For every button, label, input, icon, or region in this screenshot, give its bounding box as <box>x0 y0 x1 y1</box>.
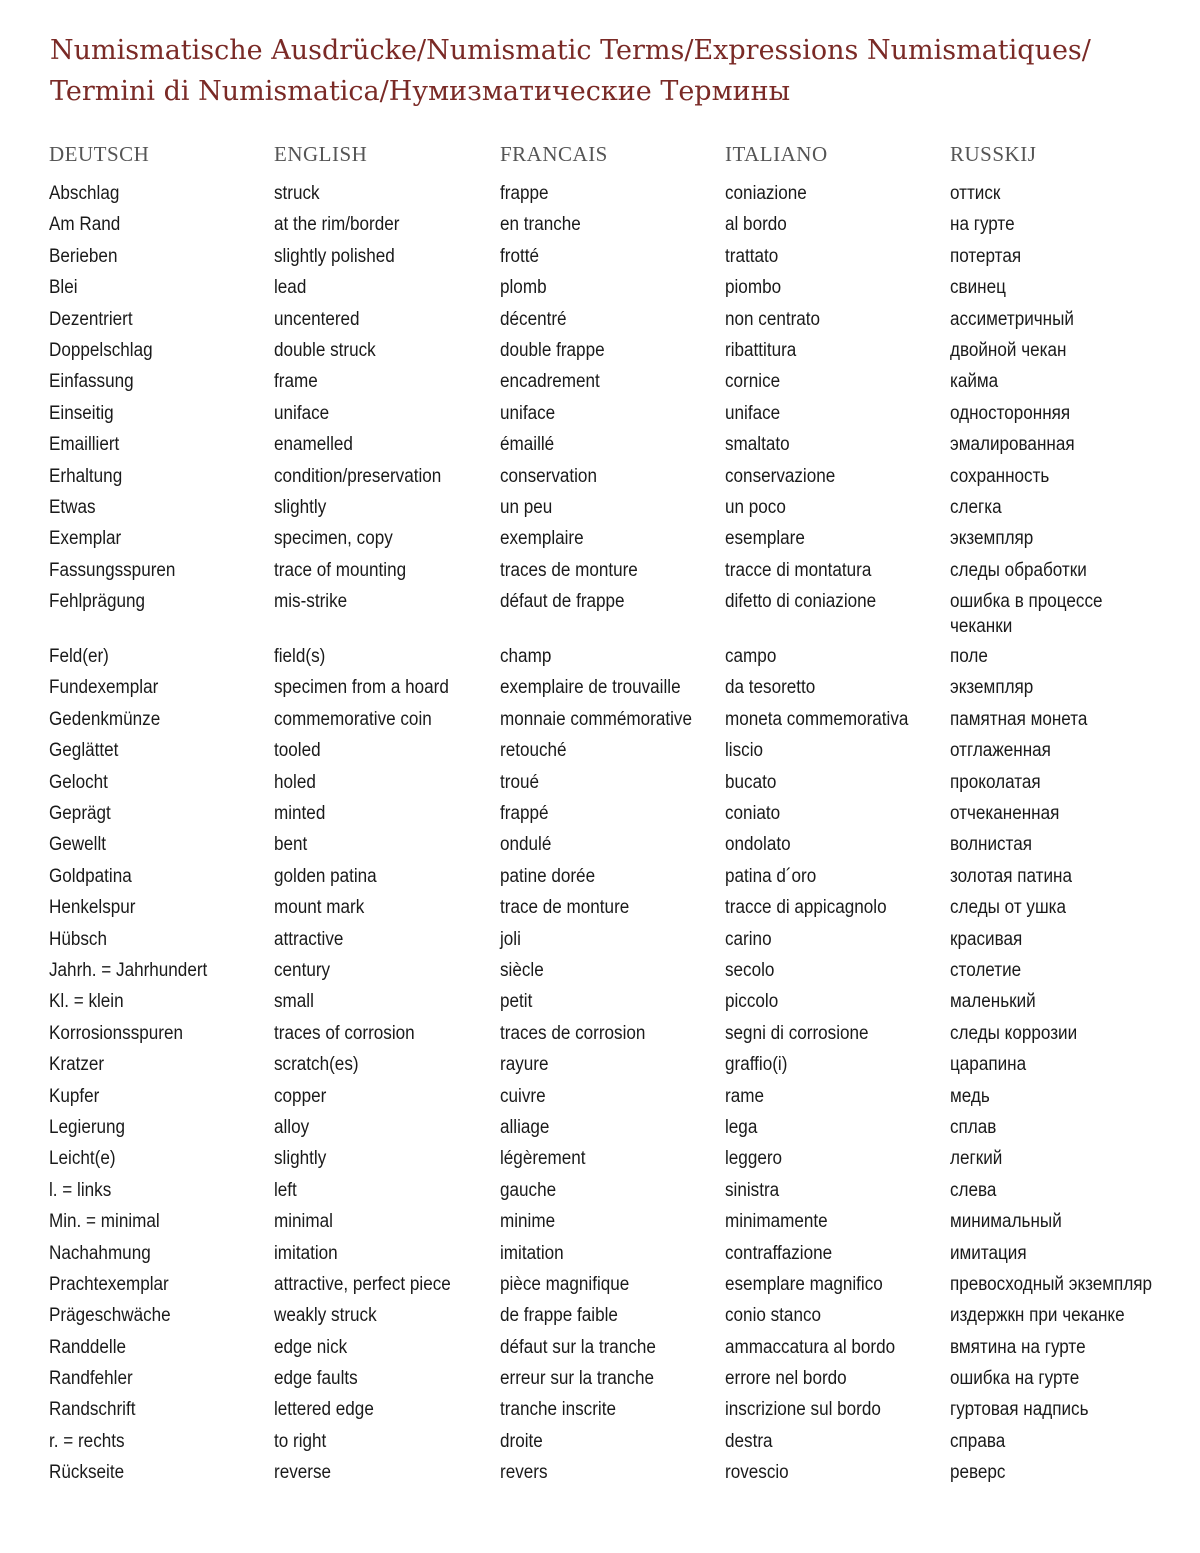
term-francais: ondulé <box>500 834 552 856</box>
term-deutsch: Fehlprägung <box>49 591 146 613</box>
term-italiano: coniato <box>725 803 781 825</box>
term-english: frame <box>274 371 318 393</box>
term-russkij: легкий <box>950 1148 1003 1170</box>
term-italiano: cornice <box>725 371 781 393</box>
term-italiano: un poco <box>725 496 786 518</box>
term-deutsch: Korrosionsspuren <box>49 1022 184 1044</box>
header-english: ENGLISH <box>274 142 368 166</box>
term-english: scratch(es) <box>274 1054 359 1076</box>
term-english: weakly struck <box>274 1305 377 1327</box>
table-row <box>0 1366 1200 1397</box>
table-row <box>0 338 1200 369</box>
term-francais: conservation <box>500 465 597 487</box>
term-russkij: следы коррозии <box>950 1022 1078 1044</box>
term-italiano: esemplare magnifico <box>725 1273 883 1295</box>
term-english: imitation <box>274 1242 338 1264</box>
term-russkij: волнистая <box>950 834 1032 856</box>
term-deutsch: Goldpatina <box>49 865 132 887</box>
term-italiano: ammaccatura al bordo <box>725 1336 896 1358</box>
term-deutsch: Legierung <box>49 1116 126 1138</box>
term-english: uniface <box>274 402 330 424</box>
term-italiano: uniface <box>725 402 781 424</box>
term-deutsch: Kupfer <box>49 1085 100 1107</box>
table-row <box>0 738 1200 769</box>
table-row <box>0 927 1200 958</box>
table-row <box>0 1303 1200 1334</box>
table-row <box>0 1335 1200 1366</box>
term-english: century <box>274 959 331 981</box>
term-italiano: leggero <box>725 1148 783 1170</box>
table-row <box>0 212 1200 243</box>
term-english: mis-strike <box>274 591 348 613</box>
term-italiano: rame <box>725 1085 764 1107</box>
term-italiano: piombo <box>725 277 782 299</box>
term-deutsch: Randdelle <box>49 1336 127 1358</box>
term-english: at the rim/border <box>274 214 400 236</box>
term-deutsch: l. = links <box>49 1179 112 1201</box>
term-francais: joli <box>500 928 521 950</box>
term-english: lettered edge <box>274 1399 374 1421</box>
term-francais: minime <box>500 1211 556 1233</box>
term-english: slightly polished <box>274 245 395 267</box>
term-francais: droite <box>500 1430 543 1452</box>
term-italiano: esemplare <box>725 528 805 550</box>
term-francais: encadrement <box>500 371 600 393</box>
term-english: tooled <box>274 740 321 762</box>
table-row <box>0 675 1200 706</box>
table-row <box>0 495 1200 526</box>
term-deutsch: Abschlag <box>49 183 120 204</box>
term-italiano: errore nel bordo <box>725 1368 847 1390</box>
table-row <box>0 707 1200 738</box>
table-row <box>0 1084 1200 1115</box>
term-russkij: слегка <box>950 496 1002 518</box>
term-deutsch: Hübsch <box>49 928 107 950</box>
term-english: trace of mounting <box>274 559 407 581</box>
term-english: copper <box>274 1085 327 1107</box>
term-francais: de frappe faible <box>500 1305 618 1327</box>
term-francais: frotté <box>500 245 539 267</box>
term-deutsch: Dezentriert <box>49 308 133 330</box>
term-francais: pièce magnifique <box>500 1273 630 1295</box>
term-italiano: piccolo <box>725 991 779 1013</box>
table-row <box>0 558 1200 589</box>
term-italiano: trattato <box>725 245 779 267</box>
terms-table <box>0 181 1200 1492</box>
term-russkij: памятная монета <box>950 708 1088 730</box>
table-row <box>0 989 1200 1020</box>
term-english: enamelled <box>274 434 353 456</box>
term-francais: petit <box>500 991 533 1013</box>
term-russkij: вмятина на гурте <box>950 1336 1086 1358</box>
term-francais: troué <box>500 771 539 793</box>
term-russkij: односторонняя <box>950 402 1071 424</box>
term-francais: un peu <box>500 496 553 518</box>
term-english: alloy <box>274 1116 310 1138</box>
term-deutsch: Geglättet <box>49 740 119 762</box>
term-francais: retouché <box>500 740 567 762</box>
term-francais: tranche inscrite <box>500 1399 616 1421</box>
term-francais: alliage <box>500 1116 550 1138</box>
term-francais: siècle <box>500 959 544 981</box>
term-francais: cuivre <box>500 1085 546 1107</box>
term-italiano: rovescio <box>725 1462 789 1484</box>
table-row <box>0 864 1200 895</box>
term-italiano: campo <box>725 646 777 668</box>
term-russkij: столетие <box>950 959 1022 981</box>
table-row <box>0 1209 1200 1240</box>
table-row <box>0 895 1200 926</box>
term-italiano: minimamente <box>725 1211 828 1233</box>
term-deutsch: Prägeschwäche <box>49 1305 171 1327</box>
table-row <box>0 244 1200 275</box>
term-italiano: sinistra <box>725 1179 780 1201</box>
term-russkij: отглаженная <box>950 740 1051 762</box>
term-francais: traces de corrosion <box>500 1022 646 1044</box>
term-italiano: patina d´oro <box>725 865 817 887</box>
term-english: slightly <box>274 1148 327 1170</box>
term-russkij: минимальный <box>950 1211 1062 1233</box>
term-deutsch: Min. = minimal <box>49 1211 160 1233</box>
term-italiano: destra <box>725 1430 773 1452</box>
table-row <box>0 1115 1200 1146</box>
term-russkij: маленький <box>950 991 1036 1013</box>
term-deutsch: Fundexemplar <box>49 677 159 699</box>
term-francais: légèrement <box>500 1148 586 1170</box>
table-row <box>0 1021 1200 1052</box>
term-italiano: carino <box>725 928 772 950</box>
header-deutsch: DEUTSCH <box>49 142 150 166</box>
term-english: traces of corrosion <box>274 1022 415 1044</box>
term-italiano: secolo <box>725 959 775 981</box>
term-italiano: lega <box>725 1116 758 1138</box>
term-francais: imitation <box>500 1242 564 1264</box>
table-row <box>0 589 1200 644</box>
term-deutsch: Exemplar <box>49 528 122 550</box>
term-english: struck <box>274 183 320 204</box>
term-deutsch: Gedenkmünze <box>49 708 161 730</box>
table-row <box>0 401 1200 432</box>
term-deutsch: Doppelschlag <box>49 339 153 361</box>
term-english: commemorative coin <box>274 708 432 730</box>
term-russkij: потертая <box>950 245 1022 267</box>
term-deutsch: Einseitig <box>49 402 114 424</box>
term-francais: exemplaire <box>500 528 584 550</box>
page-title <box>50 30 1170 112</box>
term-russkij: эмалированная <box>950 434 1075 456</box>
table-row <box>0 275 1200 306</box>
term-deutsch: Erhaltung <box>49 465 123 487</box>
term-italiano: graffio(i) <box>725 1054 788 1076</box>
table-row <box>0 432 1200 463</box>
term-deutsch: Kratzer <box>49 1054 105 1076</box>
term-russkij: слева <box>950 1179 997 1201</box>
term-russkij: отчеканенная <box>950 803 1060 825</box>
term-deutsch: Am Rand <box>49 214 121 236</box>
term-russkij: поле <box>950 646 988 668</box>
table-row <box>0 644 1200 675</box>
term-deutsch: Nachahmung <box>49 1242 151 1264</box>
term-english: bent <box>274 834 308 856</box>
column-headers <box>0 142 1200 172</box>
term-francais: gauche <box>500 1179 557 1201</box>
term-deutsch: Rückseite <box>49 1462 125 1484</box>
term-deutsch: Jahrh. = Jahrhundert <box>49 959 208 981</box>
term-italiano: segni di corrosione <box>725 1022 869 1044</box>
table-row <box>0 1146 1200 1177</box>
table-row <box>0 464 1200 495</box>
term-francais: patine dorée <box>500 865 596 887</box>
term-deutsch: Henkelspur <box>49 897 136 919</box>
term-francais: trace de monture <box>500 897 630 919</box>
table-row <box>0 1272 1200 1303</box>
term-deutsch: Leicht(e) <box>49 1148 116 1170</box>
term-deutsch: Geprägt <box>49 803 111 825</box>
term-deutsch: Randfehler <box>49 1368 133 1390</box>
table-row <box>0 1429 1200 1460</box>
term-english: left <box>274 1179 297 1201</box>
term-deutsch: Gewellt <box>49 834 107 856</box>
term-english: specimen, copy <box>274 528 393 550</box>
term-francais: émaillé <box>500 434 555 456</box>
term-russkij: сплав <box>950 1116 997 1138</box>
term-english: attractive, perfect piece <box>274 1273 451 1295</box>
term-italiano: difetto di coniazione <box>725 591 877 613</box>
table-row <box>0 801 1200 832</box>
term-english: small <box>274 991 314 1013</box>
term-italiano: inscrizione sul bordo <box>725 1399 881 1421</box>
table-row <box>0 1241 1200 1272</box>
term-deutsch: Fassungsspuren <box>49 559 176 581</box>
term-russkij: золотая патина <box>950 865 1072 887</box>
term-russkij: экземпляр <box>950 677 1034 699</box>
term-deutsch: r. = rechts <box>49 1430 125 1452</box>
term-italiano: da tesoretto <box>725 677 816 699</box>
term-italiano: ondolato <box>725 834 791 856</box>
header-francais: FRANCAIS <box>500 142 608 166</box>
term-deutsch: Randschrift <box>49 1399 136 1421</box>
term-russkij: издержкн при чеканке <box>950 1305 1125 1327</box>
term-english: minimal <box>274 1211 333 1233</box>
table-row <box>0 770 1200 801</box>
table-row <box>0 1397 1200 1428</box>
term-italiano: al bordo <box>725 214 787 236</box>
term-english: edge nick <box>274 1336 348 1358</box>
table-row <box>0 1460 1200 1491</box>
table-row <box>0 526 1200 557</box>
term-english: minted <box>274 803 326 825</box>
title-line-1: Numismatische Ausdrücke/Numismatic Terms/Expressions Numismatiques/ <box>50 35 1091 66</box>
term-english: field(s) <box>274 646 326 668</box>
term-english: uncentered <box>274 308 360 330</box>
term-russkij: на гурте <box>950 214 1015 236</box>
term-italiano: tracce di montatura <box>725 559 872 581</box>
term-russkij: справа <box>950 1430 1006 1452</box>
table-row <box>0 1052 1200 1083</box>
term-francais: exemplaire de trouvaille <box>500 677 681 699</box>
table-row <box>0 369 1200 400</box>
term-francais: traces de monture <box>500 559 638 581</box>
term-english: reverse <box>274 1462 332 1484</box>
term-italiano: ribattitura <box>725 339 797 361</box>
term-russkij: кайма <box>950 371 999 393</box>
term-italiano: conio stanco <box>725 1305 822 1327</box>
term-russkij: ассиметричный <box>950 308 1074 330</box>
term-francais: monnaie commémorative <box>500 708 692 730</box>
title-line-2: Termini di Numismatica/Нумизматические Термины <box>50 76 791 107</box>
term-russkij: следы от ушка <box>950 897 1067 919</box>
term-russkij: сохранность <box>950 465 1050 487</box>
term-deutsch: Etwas <box>49 496 96 518</box>
term-italiano: contraffazione <box>725 1242 833 1264</box>
term-russkij: следы обработки <box>950 559 1087 581</box>
term-english: mount mark <box>274 897 365 919</box>
term-francais: défaut de frappe <box>500 591 625 613</box>
term-deutsch: Einfassung <box>49 371 134 393</box>
term-francais: rayure <box>500 1054 549 1076</box>
term-russkij: проколатая <box>950 771 1041 793</box>
term-francais: revers <box>500 1462 548 1484</box>
term-deutsch: Blei <box>49 277 78 299</box>
term-english: to right <box>274 1430 327 1452</box>
term-english: condition/preservation <box>274 465 442 487</box>
term-deutsch: Kl. = klein <box>49 991 124 1013</box>
term-english: specimen from a hoard <box>274 677 449 699</box>
table-row <box>0 181 1200 212</box>
term-deutsch: Emailliert <box>49 434 120 456</box>
term-english: slightly <box>274 496 327 518</box>
term-deutsch: Gelocht <box>49 771 108 793</box>
term-francais: décentré <box>500 308 567 330</box>
table-row <box>0 832 1200 863</box>
term-english: golden patina <box>274 865 377 887</box>
table-row <box>0 307 1200 338</box>
term-deutsch: Feld(er) <box>49 646 109 668</box>
term-francais: frappé <box>500 803 549 825</box>
term-deutsch: Berieben <box>49 245 118 267</box>
term-russkij: экземпляр <box>950 528 1034 550</box>
term-italiano: conservazione <box>725 465 836 487</box>
term-italiano: tracce di appicagnolo <box>725 897 887 919</box>
term-english: lead <box>274 277 307 299</box>
table-row <box>0 1178 1200 1209</box>
term-english: double struck <box>274 339 376 361</box>
term-italiano: non centrato <box>725 308 821 330</box>
term-english: holed <box>274 771 316 793</box>
term-russkij: ошибка на гурте <box>950 1368 1080 1390</box>
term-deutsch: Prachtexemplar <box>49 1273 169 1295</box>
term-russkij: гуртовая надпись <box>950 1399 1089 1421</box>
term-italiano: coniazione <box>725 183 807 204</box>
term-english: attractive <box>274 928 344 950</box>
term-russkij: оттиск <box>950 183 1001 204</box>
term-italiano: moneta commemorativa <box>725 708 909 730</box>
term-english: edge faults <box>274 1368 358 1390</box>
term-russkij: медь <box>950 1085 990 1107</box>
term-francais: uniface <box>500 402 556 424</box>
term-francais: défaut sur la tranche <box>500 1336 656 1358</box>
term-francais: plomb <box>500 277 547 299</box>
header-italiano: ITALIANO <box>725 142 828 166</box>
term-russkij: двойной чекан <box>950 339 1067 361</box>
term-italiano: bucato <box>725 771 777 793</box>
term-russkij: красивая <box>950 928 1023 950</box>
term-italiano: smaltato <box>725 434 790 456</box>
term-russkij: реверс <box>950 1462 1006 1484</box>
term-russkij: имитация <box>950 1242 1027 1264</box>
term-russkij: превосходный экземпляр <box>950 1273 1153 1295</box>
table-row <box>0 958 1200 989</box>
term-italiano: liscio <box>725 740 764 762</box>
term-francais: champ <box>500 646 552 668</box>
term-russkij: царапина <box>950 1054 1027 1076</box>
term-francais: frappe <box>500 183 549 204</box>
term-russkij: ошибка в процессе чеканки <box>950 591 1103 638</box>
term-francais: double frappe <box>500 339 605 361</box>
term-francais: erreur sur la tranche <box>500 1368 654 1390</box>
term-francais: en tranche <box>500 214 581 236</box>
term-russkij: свинец <box>950 277 1006 299</box>
header-russkij: RUSSKIJ <box>950 142 1037 166</box>
